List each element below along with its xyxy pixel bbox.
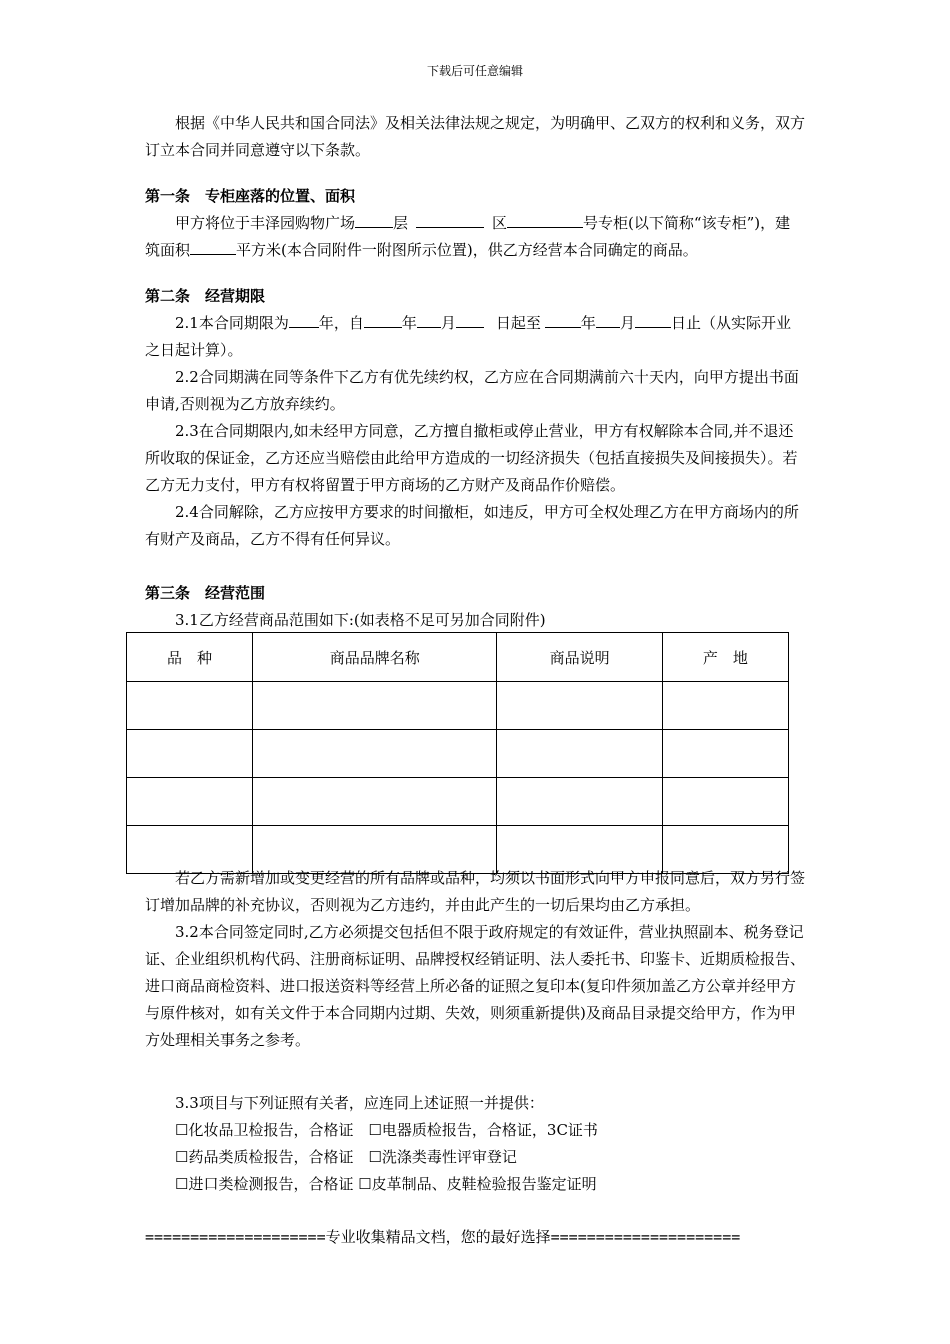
intro-text: 根据《中华人民共和国合同法》及相关法律法规之规定，为明确甲、乙双方的权利和义务，双方订立本合同并同意遵守以下条款。 <box>145 114 806 159</box>
table-cell[interactable] <box>662 778 788 826</box>
clause-2-1-text-f: 年 <box>580 314 596 332</box>
article-1-text-2: 层 <box>393 214 409 232</box>
table-cell[interactable] <box>497 778 663 826</box>
clause-2-1-text-g: 月 <box>619 314 635 332</box>
counter-number-blank <box>507 213 583 228</box>
article-1-body <box>145 210 805 264</box>
checklist-line-1: ☐化妆品卫检报告，合格证 ☐电器质检报告，合格证，3C证书 <box>175 1121 598 1139</box>
table-cell[interactable] <box>497 730 663 778</box>
table-cell[interactable] <box>662 682 788 730</box>
table-header-row <box>127 633 789 682</box>
article-3-body <box>145 865 805 1054</box>
page-header: 下载后可任意编辑 <box>426 64 523 78</box>
page-footer: ====================专业收集精品文档，您的最好选择===================== <box>145 1228 741 1246</box>
area-blank <box>190 240 236 255</box>
clause-2-1-text-d: 月 <box>440 314 456 332</box>
checklist-line-3: ☐进口类检测报告，合格证 ☐皮革制品、皮鞋检验报告鉴定证明 <box>175 1175 597 1193</box>
table-header-brand: 商品品牌名称 <box>253 633 497 682</box>
table-row <box>127 778 789 826</box>
checklist-line-2: ☐药品类质检报告，合格证 ☐洗涤类毒性评审登记 <box>175 1148 517 1166</box>
clause-2-1 <box>145 310 805 364</box>
table-cell[interactable] <box>662 730 788 778</box>
table-header-variety: 品 种 <box>127 633 253 682</box>
floor-blank <box>355 213 393 228</box>
clause-2-3: 2.3在合同期限内,如未经甲方同意，乙方擅自撤柜或停止营业，甲方有权解除本合同,并不退还所收取的保证金，乙方还应当赔偿由此给甲方造成的一切经济损失（包括直接损失及间接损失）。若乙方无力支付，甲方有权将留置于甲方商场的乙方财产及商品作价赔偿。 <box>145 422 798 494</box>
article-2-title: 第二条 经营期限 <box>145 287 266 305</box>
end-day-blank <box>635 313 671 328</box>
end-year-blank <box>545 313 581 328</box>
table-cell[interactable] <box>497 682 663 730</box>
clause-3-2: 3.2本合同签定同时,乙方必须提交包括但不限于政府规定的有效证件，营业执照副本、税务登记证、企业组织机构代码、注册商标证明、品牌授权经销证明、法人委托书、印鉴卡、近期质检报告、进口商品商检资料、进口报送资料等经营上所必备的证照之复印本(复印件须加盖乙方公章并经甲方与原件核对，如有关文件于本合同期内过期、失效，则须重新提供)及商品目录提交给甲方，作为甲方处理相关事务之参考。 <box>145 923 806 1049</box>
clause-2-1-text-h: 日止（从实际开业之日起计算）。 <box>145 314 791 359</box>
clause-2-1-text-a: 2.1本合同期限为 <box>175 314 289 332</box>
article-1-text-1: 甲方将位于丰泽园购物广场 <box>175 214 356 232</box>
article-1-text-4: 号专柜(以下简称“该专柜”)，建筑面积 <box>145 214 791 259</box>
article-1-text-5: 平方米(本合同附件一附图所示位置)，供乙方经营本合同确定的商品。 <box>236 241 698 259</box>
article-2 <box>145 283 805 553</box>
table-cell[interactable] <box>253 682 497 730</box>
zone-blank <box>416 213 484 228</box>
start-day-blank <box>456 313 484 328</box>
article-1-title: 第一条 专柜座落的位置、面积 <box>145 187 356 205</box>
table-cell[interactable] <box>127 778 253 826</box>
article-1-text-3: 区 <box>492 214 508 232</box>
clause-2-1-text-c: 年 <box>401 314 417 332</box>
start-year-blank <box>364 313 402 328</box>
table-cell[interactable] <box>253 778 497 826</box>
article-1 <box>145 183 805 264</box>
start-month-blank <box>417 313 441 328</box>
product-scope-table <box>126 632 789 874</box>
article-3-title: 第三条 经营范围 <box>145 584 266 602</box>
after-table-text: 若乙方需新增加或变更经营的所有品牌或品种，均须以书面形式向甲方申报同意后，双方另行签订增加品牌的补充协议，否则视为乙方违约，并由此产生的一切后果均由乙方承担。 <box>145 869 806 914</box>
end-month-blank <box>596 313 620 328</box>
table-cell[interactable] <box>127 730 253 778</box>
clause-2-4: 2.4合同解除，乙方应按甲方要求的时间撤柜，如违反，甲方可全权处理乙方在甲方商场内的所有财产及商品，乙方不得有任何异议。 <box>145 503 799 548</box>
clause-3-3-section <box>145 1090 805 1198</box>
clause-2-2: 2.2合同期满在同等条件下乙方有优先续约权，乙方应在合同期满前六十天内，向甲方提出书面申请,否则视为乙方放弃续约。 <box>145 368 799 413</box>
clause-3-3: 3.3项目与下列证照有关者，应连同上述证照一并提供： <box>175 1094 544 1112</box>
intro-paragraph <box>145 110 805 164</box>
table-row <box>127 682 789 730</box>
clause-2-1-text-e: 日起至 <box>495 314 541 332</box>
table-cell[interactable] <box>127 682 253 730</box>
table-header-origin: 产 地 <box>662 633 788 682</box>
article-3-header <box>145 580 805 634</box>
clause-3-1: 3.1乙方经营商品范围如下:(如表格不足可另加合同附件) <box>175 611 546 629</box>
years-blank <box>289 313 319 328</box>
clause-2-1-text-b: 年，自 <box>318 314 364 332</box>
table-header-description: 商品说明 <box>497 633 663 682</box>
table-cell[interactable] <box>253 730 497 778</box>
table-row <box>127 730 789 778</box>
